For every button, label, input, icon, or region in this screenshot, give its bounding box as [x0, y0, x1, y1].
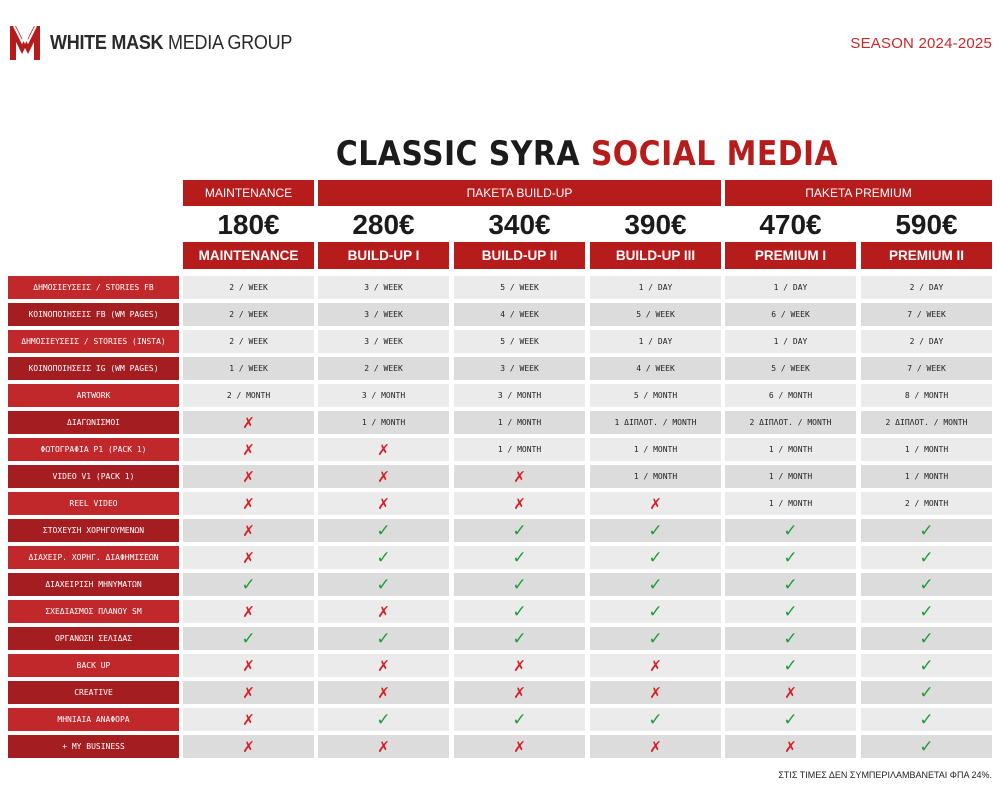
- table-cell: [454, 735, 585, 758]
- cell-value: 1 / MONTH: [768, 445, 813, 454]
- table-cell: [725, 519, 856, 542]
- check-icon: ✓: [919, 655, 934, 676]
- cell-value: 3 / WEEK: [500, 364, 539, 373]
- table-cell: [183, 411, 314, 434]
- feature-label: ΣΤΟΧΕΥΣΗ ΧΟΡΗΓΟΥΜΕΝΩΝ: [8, 519, 179, 542]
- cell-value: 1 / DAY: [638, 337, 673, 346]
- table-cell: [318, 357, 449, 380]
- white-mask-logo-icon: [8, 22, 42, 64]
- table-cell: [861, 546, 992, 569]
- check-icon: ✓: [376, 628, 391, 649]
- table-cell: [725, 411, 856, 434]
- brand-logo: [8, 22, 319, 64]
- cell-value: 3 / MONTH: [361, 391, 406, 400]
- package-name-premium-1: PREMIUM I: [725, 242, 856, 269]
- cell-value: 4 / WEEK: [500, 310, 539, 319]
- feature-label: ΦΩΤΟΓΡΑΦΙΑ P1 (PACK 1): [8, 438, 179, 461]
- table-cell: [454, 708, 585, 731]
- table-cell: [861, 357, 992, 380]
- table-cell: [861, 654, 992, 677]
- cross-icon: ✗: [242, 467, 255, 486]
- group-maintenance: MAINTENANCE: [183, 180, 314, 206]
- cell-value: 2 ΔΙΠΛΟΤ. / MONTH: [885, 418, 968, 427]
- table-cell: [590, 681, 721, 704]
- table-cell: [725, 492, 856, 515]
- cell-value: 2 / WEEK: [364, 364, 403, 373]
- cross-icon: ✗: [513, 467, 526, 486]
- table-cell: [861, 681, 992, 704]
- table-cell: [318, 411, 449, 434]
- cell-value: 2 / WEEK: [229, 337, 268, 346]
- table-cell: [183, 735, 314, 758]
- table-row: [8, 519, 992, 542]
- table-cell: [861, 600, 992, 623]
- table-cell: [454, 303, 585, 326]
- package-name-premium-2: PREMIUM II: [861, 242, 992, 269]
- check-icon: ✓: [648, 547, 663, 568]
- feature-label: ΔΙΑΧΕΙΡ. ΧΟΡΗΓ. ΔΙΑΦΗΜΙΣΕΩΝ: [8, 546, 179, 569]
- cell-value: 2 / MONTH: [904, 499, 949, 508]
- check-icon: ✓: [783, 574, 798, 595]
- table-cell: [318, 492, 449, 515]
- cell-value: 1 / MONTH: [904, 472, 949, 481]
- cell-value: 5 / WEEK: [636, 310, 675, 319]
- feature-label: ΜΗΝΙΑΙΑ ΑΝΑΦΟΡΑ: [8, 708, 179, 731]
- table-cell: [454, 357, 585, 380]
- cell-value: 1 / MONTH: [768, 499, 813, 508]
- page-title: [70, 134, 1000, 174]
- cell-value: 2 / DAY: [909, 283, 944, 292]
- cross-icon: ✗: [377, 440, 390, 459]
- table-cell: [725, 654, 856, 677]
- package-name-build-up-3: BUILD-UP III: [590, 242, 721, 269]
- cross-icon: ✗: [242, 710, 255, 729]
- price-premium-2: 590€: [895, 209, 958, 240]
- cell-value: 1 / MONTH: [633, 445, 678, 454]
- feature-label: ΟΡΓΑΝΩΣΗ ΣΕΛΙΔΑΣ: [8, 627, 179, 650]
- package-name-build-up-2: BUILD-UP II: [454, 242, 585, 269]
- table-row: [8, 330, 992, 353]
- table-cell: [454, 546, 585, 569]
- check-icon: ✓: [648, 628, 663, 649]
- table-cell: [590, 519, 721, 542]
- feature-label: ΔΗΜΟΣΙΕΥΣΕΙΣ / STORIES FB: [8, 276, 179, 299]
- cell-value: 3 / WEEK: [364, 337, 403, 346]
- check-icon: ✓: [241, 574, 256, 595]
- table-row: [8, 411, 992, 434]
- feature-label: CREATIVE: [8, 681, 179, 704]
- group-premium: ΠΑΚΕΤΑ PREMIUM: [725, 180, 992, 206]
- table-cell: [861, 519, 992, 542]
- table-row: [8, 465, 992, 488]
- check-icon: ✓: [919, 574, 934, 595]
- table-cell: [183, 384, 314, 407]
- cell-value: 2 / DAY: [909, 337, 944, 346]
- check-icon: ✓: [512, 547, 527, 568]
- table-row: [8, 681, 992, 704]
- table-cell: [861, 492, 992, 515]
- table-cell: [725, 303, 856, 326]
- table-cell: [183, 654, 314, 677]
- check-icon: ✓: [919, 547, 934, 568]
- cell-value: 5 / WEEK: [500, 283, 539, 292]
- cell-value: 1 / MONTH: [904, 445, 949, 454]
- table-cell: [454, 573, 585, 596]
- table-row: [8, 357, 992, 380]
- table-cell: [454, 438, 585, 461]
- table-cell: [590, 654, 721, 677]
- cross-icon: ✗: [377, 683, 390, 702]
- cell-value: 8 / MONTH: [904, 391, 949, 400]
- cross-icon: ✗: [649, 494, 662, 513]
- table-cell: [725, 546, 856, 569]
- group-build-up: ΠΑΚΕΤΑ BUILD-UP: [318, 180, 721, 206]
- table-cell: [318, 654, 449, 677]
- check-icon: ✓: [783, 655, 798, 676]
- table-cell: [861, 735, 992, 758]
- check-icon: ✓: [512, 628, 527, 649]
- cell-value: 1 / DAY: [773, 283, 808, 292]
- cell-value: 5 / MONTH: [633, 391, 678, 400]
- table-cell: [454, 465, 585, 488]
- cross-icon: ✗: [649, 737, 662, 756]
- cell-value: 2 / WEEK: [229, 310, 268, 319]
- feature-label: BACK UP: [8, 654, 179, 677]
- cell-value: 1 / MONTH: [497, 418, 542, 427]
- cell-value: 2 / WEEK: [229, 283, 268, 292]
- table-cell: [183, 303, 314, 326]
- cell-value: 1 / DAY: [773, 337, 808, 346]
- check-icon: ✓: [648, 574, 663, 595]
- brand-name-rest: MEDIA GROUP: [163, 31, 293, 54]
- check-icon: ✓: [919, 601, 934, 622]
- table-cell: [590, 735, 721, 758]
- cross-icon: ✗: [649, 656, 662, 675]
- table-cell: [318, 627, 449, 650]
- table-cell: [183, 681, 314, 704]
- check-icon: ✓: [919, 682, 934, 703]
- check-icon: ✓: [648, 601, 663, 622]
- check-icon: ✓: [376, 709, 391, 730]
- cross-icon: ✗: [377, 656, 390, 675]
- package-groups: [0, 180, 1000, 206]
- cross-icon: ✗: [784, 683, 797, 702]
- check-icon: ✓: [376, 547, 391, 568]
- table-row: [8, 735, 992, 758]
- table-cell: [183, 546, 314, 569]
- table-cell: [590, 357, 721, 380]
- check-icon: ✓: [919, 628, 934, 649]
- cell-value: 3 / WEEK: [364, 310, 403, 319]
- cross-icon: ✗: [242, 548, 255, 567]
- table-cell: [861, 465, 992, 488]
- package-name-maintenance: MAINTENANCE: [183, 242, 314, 269]
- table-cell: [590, 600, 721, 623]
- table-row: [8, 627, 992, 650]
- table-cell: [861, 330, 992, 353]
- table-cell: [454, 627, 585, 650]
- table-row: [8, 654, 992, 677]
- table-row: [8, 492, 992, 515]
- cross-icon: ✗: [377, 602, 390, 621]
- check-icon: ✓: [512, 574, 527, 595]
- table-cell: [725, 276, 856, 299]
- table-cell: [183, 330, 314, 353]
- table-cell: [183, 519, 314, 542]
- cross-icon: ✗: [784, 737, 797, 756]
- cross-icon: ✗: [649, 683, 662, 702]
- table-cell: [454, 384, 585, 407]
- check-icon: ✓: [241, 628, 256, 649]
- title-main: CLASSIC SYRA: [335, 134, 591, 174]
- cell-value: 1 / MONTH: [361, 418, 406, 427]
- title-accent: SOCIAL MEDIA: [590, 134, 839, 174]
- check-icon: ✓: [919, 709, 934, 730]
- cross-icon: ✗: [242, 683, 255, 702]
- table-cell: [454, 330, 585, 353]
- table-cell: [183, 708, 314, 731]
- cross-icon: ✗: [513, 494, 526, 513]
- cell-value: 6 / MONTH: [768, 391, 813, 400]
- table-cell: [590, 708, 721, 731]
- check-icon: ✓: [783, 520, 798, 541]
- table-cell: [725, 708, 856, 731]
- table-cell: [454, 681, 585, 704]
- table-cell: [318, 330, 449, 353]
- cell-value: 3 / WEEK: [364, 283, 403, 292]
- price-premium-1: 470€: [759, 209, 822, 240]
- brand-name: [50, 32, 292, 55]
- table-cell: [183, 276, 314, 299]
- table-cell: [725, 600, 856, 623]
- table-cell: [318, 681, 449, 704]
- table-cell: [725, 384, 856, 407]
- cross-icon: ✗: [242, 413, 255, 432]
- cross-icon: ✗: [242, 602, 255, 621]
- table-row: [8, 303, 992, 326]
- cross-icon: ✗: [242, 737, 255, 756]
- table-cell: [725, 465, 856, 488]
- price-build-up-1: 280€: [352, 209, 415, 240]
- table-cell: [590, 573, 721, 596]
- table-row: [8, 600, 992, 623]
- table-cell: [590, 384, 721, 407]
- check-icon: ✓: [783, 709, 798, 730]
- table-cell: [183, 492, 314, 515]
- cell-value: 2 ΔΙΠΛΟΤ. / MONTH: [749, 418, 832, 427]
- table-cell: [861, 411, 992, 434]
- table-cell: [318, 465, 449, 488]
- feature-label: ΚΟΙΝΟΠΟΙΗΣΕΙΣ IG (WM PAGES): [8, 357, 179, 380]
- table-cell: [590, 492, 721, 515]
- feature-label: ΔΙΑΧΕΙΡΙΣΗ ΜΗΝΥΜΑΤΩΝ: [8, 573, 179, 596]
- table-cell: [725, 735, 856, 758]
- table-cell: [318, 519, 449, 542]
- cross-icon: ✗: [377, 467, 390, 486]
- table-cell: [861, 303, 992, 326]
- price-maintenance: 180€: [217, 209, 280, 240]
- check-icon: ✓: [512, 601, 527, 622]
- table-row: [8, 276, 992, 299]
- cell-value: 5 / WEEK: [500, 337, 539, 346]
- package-prices: [0, 208, 1000, 242]
- table-cell: [725, 627, 856, 650]
- table-cell: [454, 600, 585, 623]
- cross-icon: ✗: [242, 521, 255, 540]
- cell-value: 2 / MONTH: [226, 391, 271, 400]
- table-cell: [318, 573, 449, 596]
- table-cell: [318, 708, 449, 731]
- cross-icon: ✗: [377, 737, 390, 756]
- cell-value: 1 / WEEK: [229, 364, 268, 373]
- price-build-up-3: 390€: [624, 209, 687, 240]
- table-row: [8, 384, 992, 407]
- season-label: SEASON 2024-2025: [850, 35, 992, 52]
- cross-icon: ✗: [377, 494, 390, 513]
- cross-icon: ✗: [242, 440, 255, 459]
- table-cell: [590, 438, 721, 461]
- table-cell: [183, 573, 314, 596]
- check-icon: ✓: [919, 736, 934, 757]
- table-row: [8, 438, 992, 461]
- table-cell: [318, 546, 449, 569]
- cell-value: 6 / WEEK: [771, 310, 810, 319]
- check-icon: ✓: [783, 601, 798, 622]
- cross-icon: ✗: [242, 656, 255, 675]
- feature-label: REEL VIDEO: [8, 492, 179, 515]
- table-cell: [590, 465, 721, 488]
- table-cell: [318, 303, 449, 326]
- brand-name-bold: WHITE MASK: [50, 31, 164, 54]
- cross-icon: ✗: [513, 737, 526, 756]
- cell-value: 7 / WEEK: [907, 364, 946, 373]
- table-cell: [861, 438, 992, 461]
- cell-value: 5 / WEEK: [771, 364, 810, 373]
- table-cell: [183, 600, 314, 623]
- table-cell: [590, 330, 721, 353]
- feature-label: ΣΧΕΔΙΑΣΜΟΣ ΠΛΑΝΟΥ SM: [8, 600, 179, 623]
- table-cell: [183, 357, 314, 380]
- table-cell: [725, 681, 856, 704]
- check-icon: ✓: [512, 520, 527, 541]
- table-cell: [725, 438, 856, 461]
- feature-label: ARTWORK: [8, 384, 179, 407]
- table-row: [8, 573, 992, 596]
- table-cell: [318, 438, 449, 461]
- table-cell: [318, 735, 449, 758]
- table-cell: [454, 519, 585, 542]
- table-row: [8, 708, 992, 731]
- check-icon: ✓: [376, 574, 391, 595]
- cell-value: 1 / MONTH: [768, 472, 813, 481]
- cell-value: 7 / WEEK: [907, 310, 946, 319]
- cross-icon: ✗: [513, 656, 526, 675]
- table-cell: [318, 600, 449, 623]
- table-cell: [590, 411, 721, 434]
- table-cell: [590, 546, 721, 569]
- check-icon: ✓: [783, 547, 798, 568]
- cross-icon: ✗: [513, 683, 526, 702]
- cell-value: 1 / DAY: [638, 283, 673, 292]
- table-cell: [183, 438, 314, 461]
- table-cell: [318, 276, 449, 299]
- table-cell: [725, 330, 856, 353]
- price-build-up-2: 340€: [488, 209, 551, 240]
- cell-value: 4 / WEEK: [636, 364, 675, 373]
- cell-value: 3 / MONTH: [497, 391, 542, 400]
- table-cell: [590, 276, 721, 299]
- table-cell: [454, 492, 585, 515]
- cell-value: 1 / MONTH: [633, 472, 678, 481]
- feature-label: ΚΟΙΝΟΠΟΙΗΣΕΙΣ FB (WM PAGES): [8, 303, 179, 326]
- check-icon: ✓: [376, 520, 391, 541]
- check-icon: ✓: [648, 520, 663, 541]
- feature-label: + MY BUSINESS: [8, 735, 179, 758]
- table-cell: [861, 573, 992, 596]
- table-cell: [454, 654, 585, 677]
- table-cell: [725, 573, 856, 596]
- check-icon: ✓: [783, 628, 798, 649]
- check-icon: ✓: [648, 709, 663, 730]
- table-cell: [318, 384, 449, 407]
- table-cell: [590, 303, 721, 326]
- cross-icon: ✗: [242, 494, 255, 513]
- table-cell: [183, 627, 314, 650]
- feature-label: VIDEO V1 (PACK 1): [8, 465, 179, 488]
- vat-footnote: ΣΤΙΣ ΤΙΜΕΣ ΔΕΝ ΣΥΜΠΕΡΙΛΑΜΒΑΝΕΤΑΙ ΦΠΑ 24%.: [778, 770, 992, 780]
- cell-value: 1 / MONTH: [497, 445, 542, 454]
- table-cell: [454, 411, 585, 434]
- package-names: [0, 242, 1000, 269]
- check-icon: ✓: [919, 520, 934, 541]
- check-icon: ✓: [512, 709, 527, 730]
- table-cell: [183, 465, 314, 488]
- table-cell: [861, 276, 992, 299]
- table-cell: [861, 627, 992, 650]
- table-cell: [861, 708, 992, 731]
- table-row: [8, 546, 992, 569]
- table-cell: [454, 276, 585, 299]
- feature-label: ΔΗΜΟΣΙΕΥΣΕΙΣ / STORIES (INSTA): [8, 330, 179, 353]
- package-name-build-up-1: BUILD-UP I: [318, 242, 449, 269]
- cell-value: 1 ΔΙΠΛΟΤ. / MONTH: [614, 418, 697, 427]
- table-cell: [590, 627, 721, 650]
- feature-label: ΔΙΑΓΩΝΙΣΜΟΙ: [8, 411, 179, 434]
- table-cell: [725, 357, 856, 380]
- table-cell: [861, 384, 992, 407]
